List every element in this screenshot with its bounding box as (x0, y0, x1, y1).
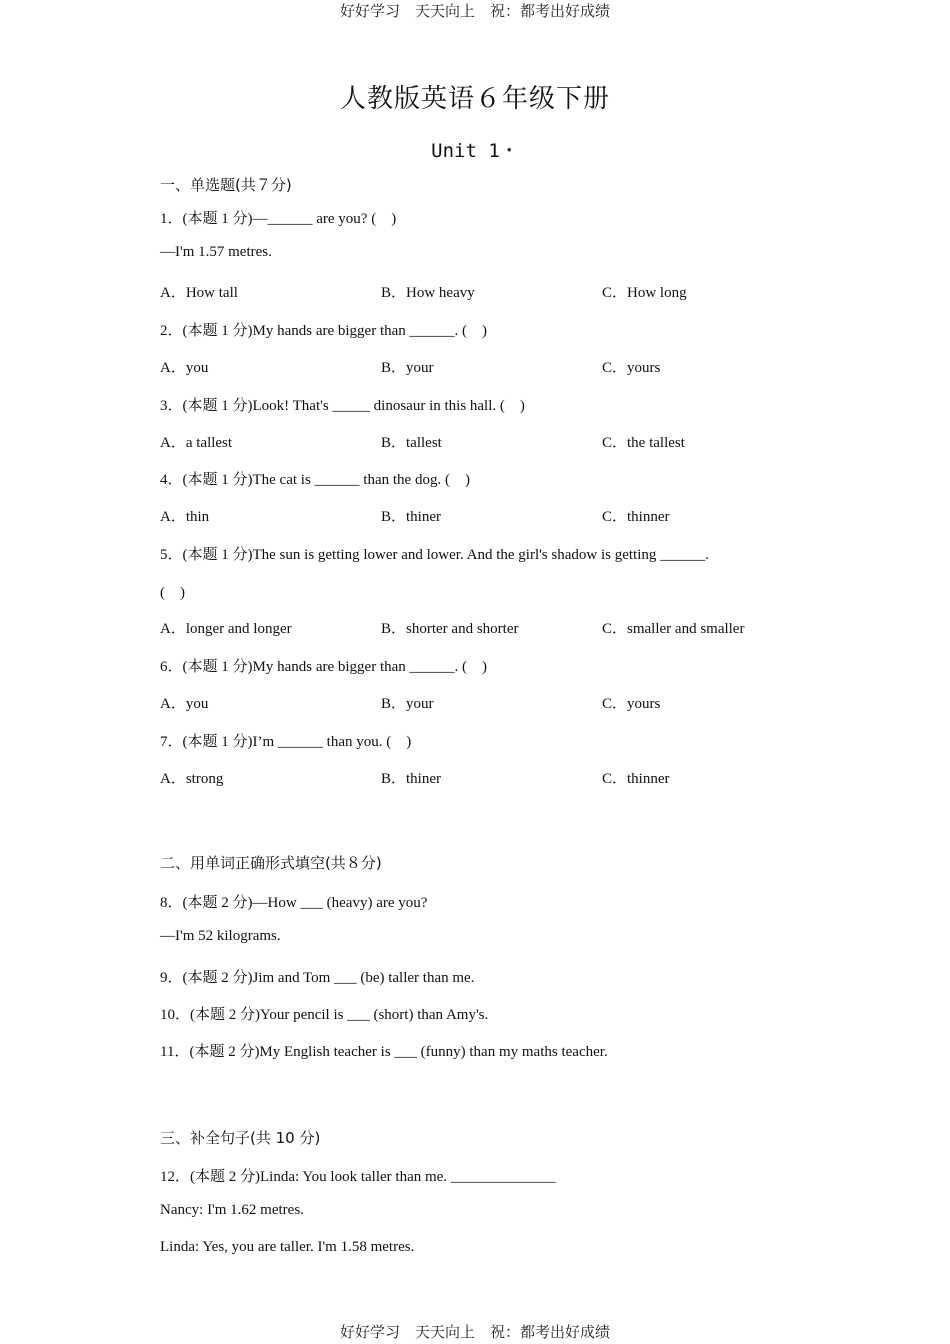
section-heading-3: 三、补全句子(共 10 分) (160, 1129, 321, 1147)
question-6-option-c: C．yours (602, 696, 661, 712)
question-4-option-a: A．thin (160, 509, 210, 525)
section-heading-2: 二、用单词正确形式填空(共８分) (160, 854, 382, 872)
question-12-extra: Nancy: I'm 1.62 metres. (160, 1202, 304, 1218)
section-heading-1: 一、单选题(共７分) (160, 176, 292, 194)
question-3-option-b: B．tallest (381, 435, 442, 451)
question-12-extra-2: Linda: Yes, you are taller. I'm 1.58 metres. (160, 1239, 415, 1255)
question-7-option-b: B．thiner (381, 771, 441, 787)
question-1-option-a: A．How tall (160, 285, 238, 301)
question-7: 7．(本题 1 分)I’m ______ than you. ( ) (160, 734, 412, 750)
question-11: 11．(本题 2 分)My English teacher is ___ (funny) than my maths teacher. (160, 1044, 608, 1060)
question-3-option-a: A．a tallest (160, 435, 233, 451)
question-7-option-c: C．thinner (602, 771, 670, 787)
page-title: 人教版英语６年级下册 (339, 84, 610, 114)
question-6: 6．(本题 1 分)My hands are bigger than ______. ( ) (160, 659, 488, 675)
question-1-option-b: B．How heavy (381, 285, 475, 301)
question-4-option-c: C．thinner (602, 509, 670, 525)
question-3-option-c: C．the tallest (602, 435, 685, 451)
question-5-option-a: A．longer and longer (160, 621, 292, 637)
question-2: 2．(本题 1 分)My hands are bigger than ______. ( ) (160, 323, 488, 339)
page-subtitle: Unit 1・ (431, 140, 519, 162)
page-header: 好好学习 天天向上 祝：都考出好成绩 (339, 2, 610, 20)
question-5-option-c: C．smaller and smaller (602, 621, 745, 637)
question-8: 8．(本题 2 分)—How ___ (heavy) are you? (160, 895, 428, 911)
question-6-option-a: A．you (160, 696, 209, 712)
question-5: 5．(本题 1 分)The sun is getting lower and lower. And the girl's shadow is getting ______. (160, 547, 709, 563)
question-1-option-c: C．How long (602, 285, 687, 301)
question-2-option-b: B．your (381, 360, 434, 376)
question-2-option-c: C．yours (602, 360, 661, 376)
question-4-option-b: B．thiner (381, 509, 441, 525)
question-1: 1．(本题 1 分)—______ are you? ( ) (160, 211, 397, 227)
question-12: 12．(本题 2 分)Linda: You look taller than me. ______________ (160, 1169, 556, 1185)
question-1-extra: —I'm 1.57 metres. (160, 244, 272, 260)
question-9: 9．(本题 2 分)Jim and Tom ___ (be) taller than me. (160, 970, 475, 986)
question-8-extra: —I'm 52 kilograms. (160, 928, 281, 944)
question-5-option-b: B．shorter and shorter (381, 621, 519, 637)
question-6-option-b: B．your (381, 696, 434, 712)
question-2-option-a: A．you (160, 360, 209, 376)
question-7-option-a: A．strong (160, 771, 224, 787)
page-footer: 好好学习 天天向上 祝：都考出好成绩 (339, 1323, 610, 1341)
question-4: 4．(本题 1 分)The cat is ______ than the dog. ( ) (160, 472, 470, 488)
question-10: 10．(本题 2 分)Your pencil is ___ (short) than Amy's. (160, 1007, 489, 1023)
question-5-extra: ( ) (160, 585, 185, 601)
question-3: 3．(本题 1 分)Look! That's _____ dinosaur in this hall. ( ) (160, 398, 525, 414)
